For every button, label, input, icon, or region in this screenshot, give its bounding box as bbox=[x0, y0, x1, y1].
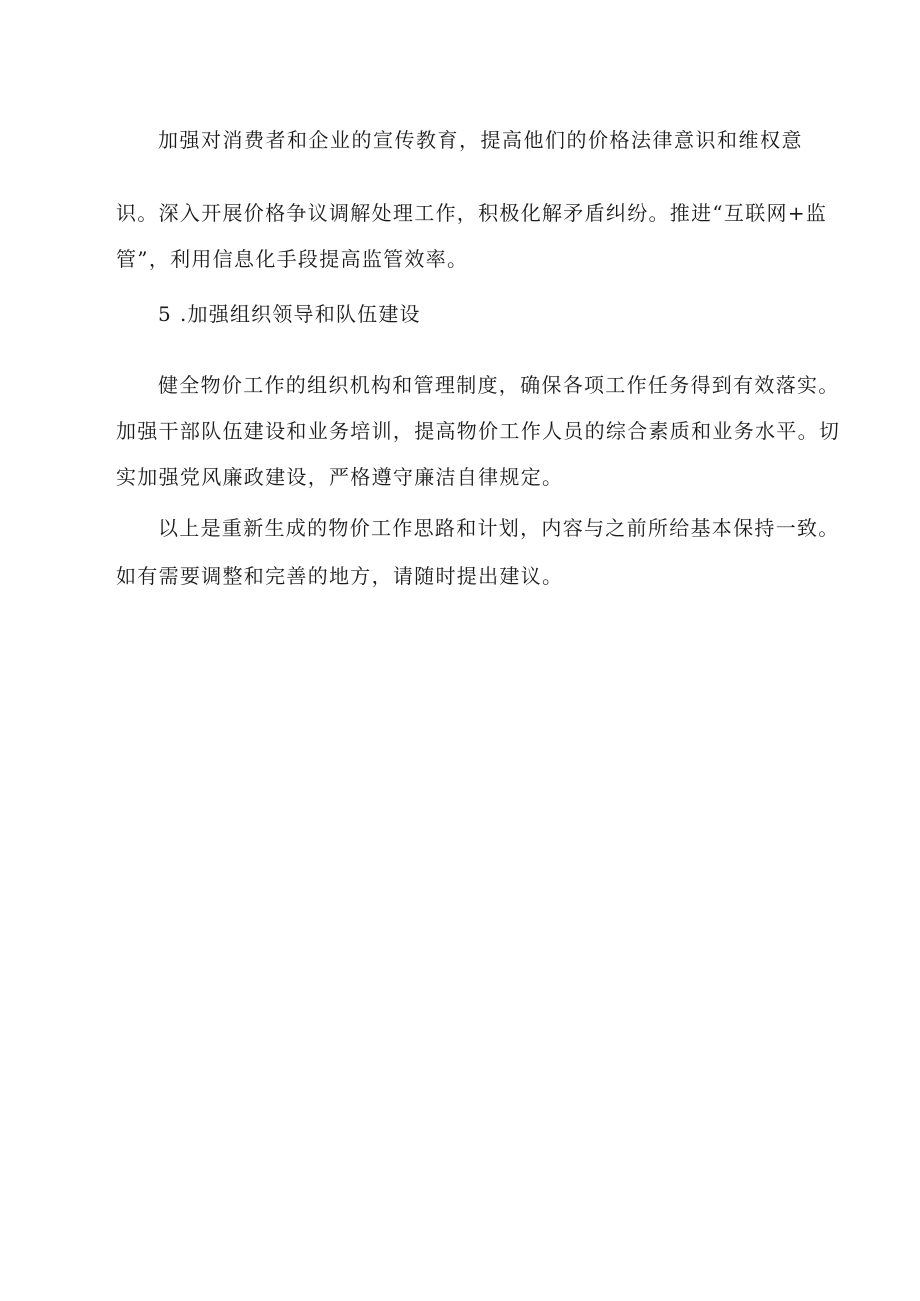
section-5-title: .加强组织领导和队伍建设 bbox=[180, 302, 421, 326]
paragraph-2-line-1: 健全物价工作的组织机构和管理制度，确保各项工作任务得到有效落实。 bbox=[158, 373, 840, 397]
paragraph-3-line-2: 如有需要调整和完善的地方，请随时提出建议。 bbox=[116, 564, 564, 588]
paragraph-2-line-2: 加强干部队伍建设和业务培训，提高物价工作人员的综合素质和业务水平。切 bbox=[116, 419, 841, 443]
paragraph-1-line-1: 加强对消费者和企业的宣传教育，提高他们的价格法律意识和维权意 bbox=[158, 128, 803, 152]
paragraph-1-line-2: 识。深入开展价格争议调解处理工作，积极化解矛盾纠纷。推进“互联网+监 bbox=[116, 201, 828, 225]
paragraph-3-line-1: 以上是重新生成的物价工作思路和计划，内容与之前所给基本保持一致。 bbox=[158, 516, 840, 540]
section-5-number: 5 bbox=[158, 302, 172, 326]
paragraph-2-line-3: 实加强党风廉政建设，严格遵守廉洁自律规定。 bbox=[116, 465, 564, 489]
section-5-heading bbox=[158, 300, 421, 328]
paragraph-1-line-3: 管”，利用信息化手段提高监管效率。 bbox=[116, 247, 469, 271]
